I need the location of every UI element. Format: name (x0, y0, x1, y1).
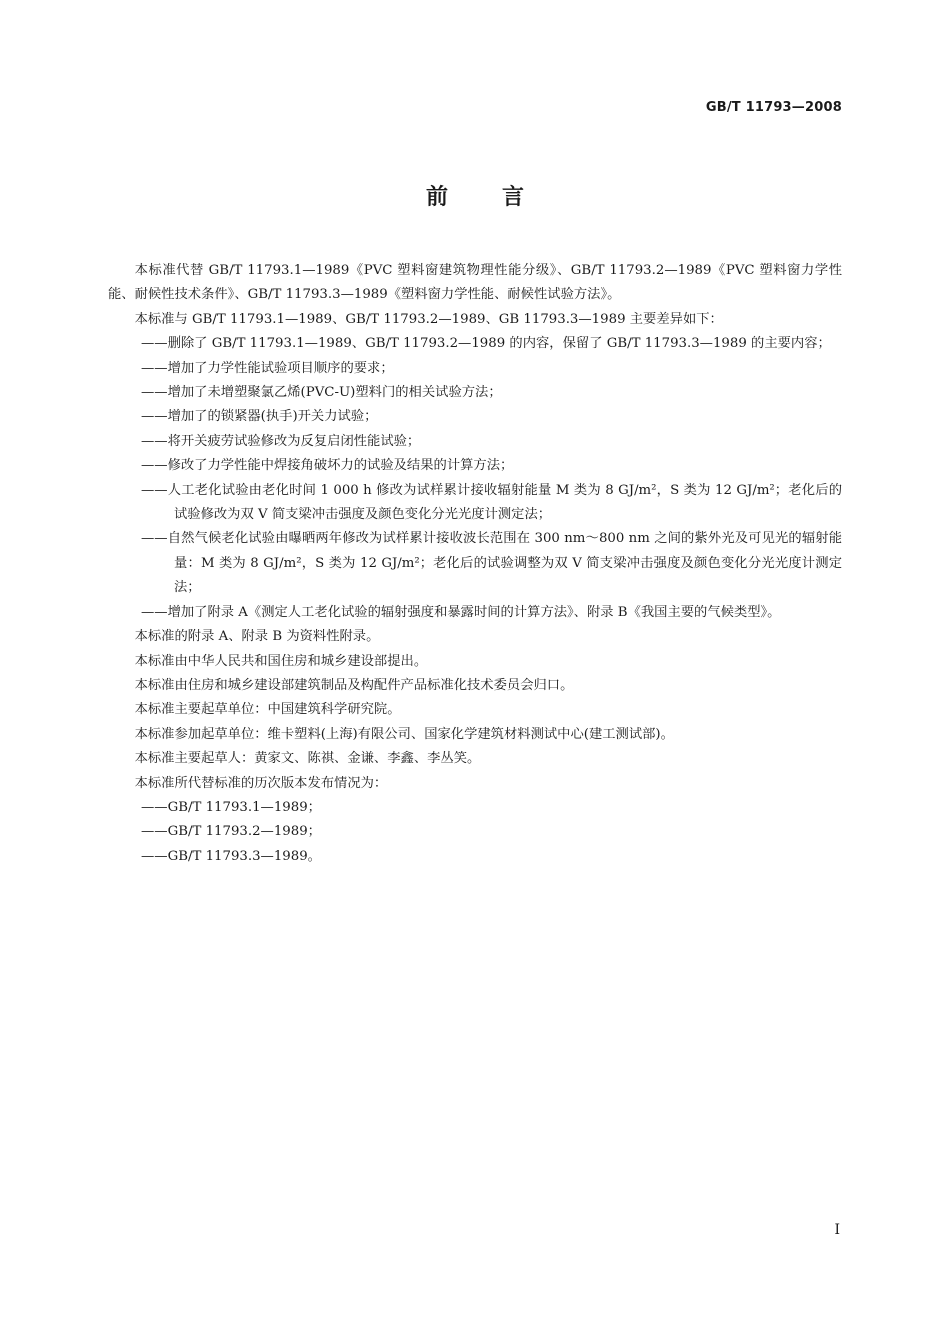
paragraph-replaces: 本标准代替 GB/T 11793.1—1989《PVC 塑料窗建筑物理性能分级》、GB/T 11793.2—1989《PVC 塑料窗力学性能、耐候性技术条件》、GB/T 11793.3—1989《塑料窗力学性能、耐候性试验方法》。 (108, 263, 842, 303)
paragraph-appendix: 本标准的附录 A、附录 B 为资料性附录。 (134, 629, 380, 645)
difference-item: ——增加了的锁紧器(执手)开关力试验； (141, 409, 378, 425)
page-number: I (834, 1222, 840, 1238)
difference-item: ——删除了 GB/T 11793.1—1989、GB/T 11793.2—1989 的内容，保留了 GB/T 11793.3—1989 的主要内容； (141, 336, 831, 352)
paragraph-version-history: 本标准所代替标准的历次版本发布情况为： (134, 775, 388, 791)
paragraph-drafters: 本标准主要起草人：黄家文、陈祺、金谦、李鑫、李丛笑。 (134, 751, 481, 767)
difference-item: ——增加了附录 A《测定人工老化试验的辐射强度和暴露时间的计算方法》、附录 B《我国主要的气候类型》。 (141, 604, 781, 620)
standard-code: GB/T 11793—2008 (705, 100, 842, 115)
version-item: ——GB/T 11793.1—1989； (141, 799, 321, 815)
difference-item: ——将开关疲劳试验修改为反复启闭性能试验； (141, 433, 421, 449)
paragraph-proposer: 本标准由中华人民共和国住房和城乡建设部提出。 (134, 653, 428, 669)
page-title: 前言 (425, 185, 578, 210)
difference-item: ——增加了未增塑聚氯乙烯(PVC-U)塑料门的相关试验方法； (141, 385, 502, 401)
version-item: ——GB/T 11793.2—1989； (141, 824, 321, 840)
paragraph-drafting-unit: 本标准主要起草单位：中国建筑科学研究院。 (134, 702, 401, 718)
paragraph-participating-units: 本标准参加起草单位：维卡塑料(上海)有限公司、国家化学建筑材料测试中心(建工测试部)。 (134, 726, 674, 742)
difference-item: ——人工老化试验由老化时间 1 000 h 修改为试样累计接收辐射能量 M 类为 8 GJ/m²，S 类为 12 GJ/m²；老化后的试验修改为双 V 简支梁冲击强度及颜色变化分光光度计测定法； (141, 482, 842, 523)
paragraph-committee: 本标准由住房和城乡建设部建筑制品及构配件产品标准化技术委员会归口。 (134, 677, 574, 693)
foreword-body (108, 259, 842, 869)
version-item: ——GB/T 11793.3—1989。 (141, 848, 321, 864)
difference-item: ——增加了力学性能试验项目顺序的要求； (141, 360, 394, 376)
difference-item: ——修改了力学性能中焊接角破坏力的试验及结果的计算方法； (141, 458, 514, 474)
difference-item: ——自然气候老化试验由曝晒两年修改为试样累计接收波长范围在 300 nm～800 nm 之间的紫外光及可见光的辐射能量：M 类为 8 GJ/m²，S 类为 12 GJ/m²；老化后的试验调整为双 V 简支梁冲击强度及颜色变化分光光度计测定法； (141, 531, 842, 596)
paragraph-differences-intro: 本标准与 GB/T 11793.1—1989、GB/T 11793.2—1989、GB 11793.3—1989 主要差异如下： (134, 311, 723, 327)
